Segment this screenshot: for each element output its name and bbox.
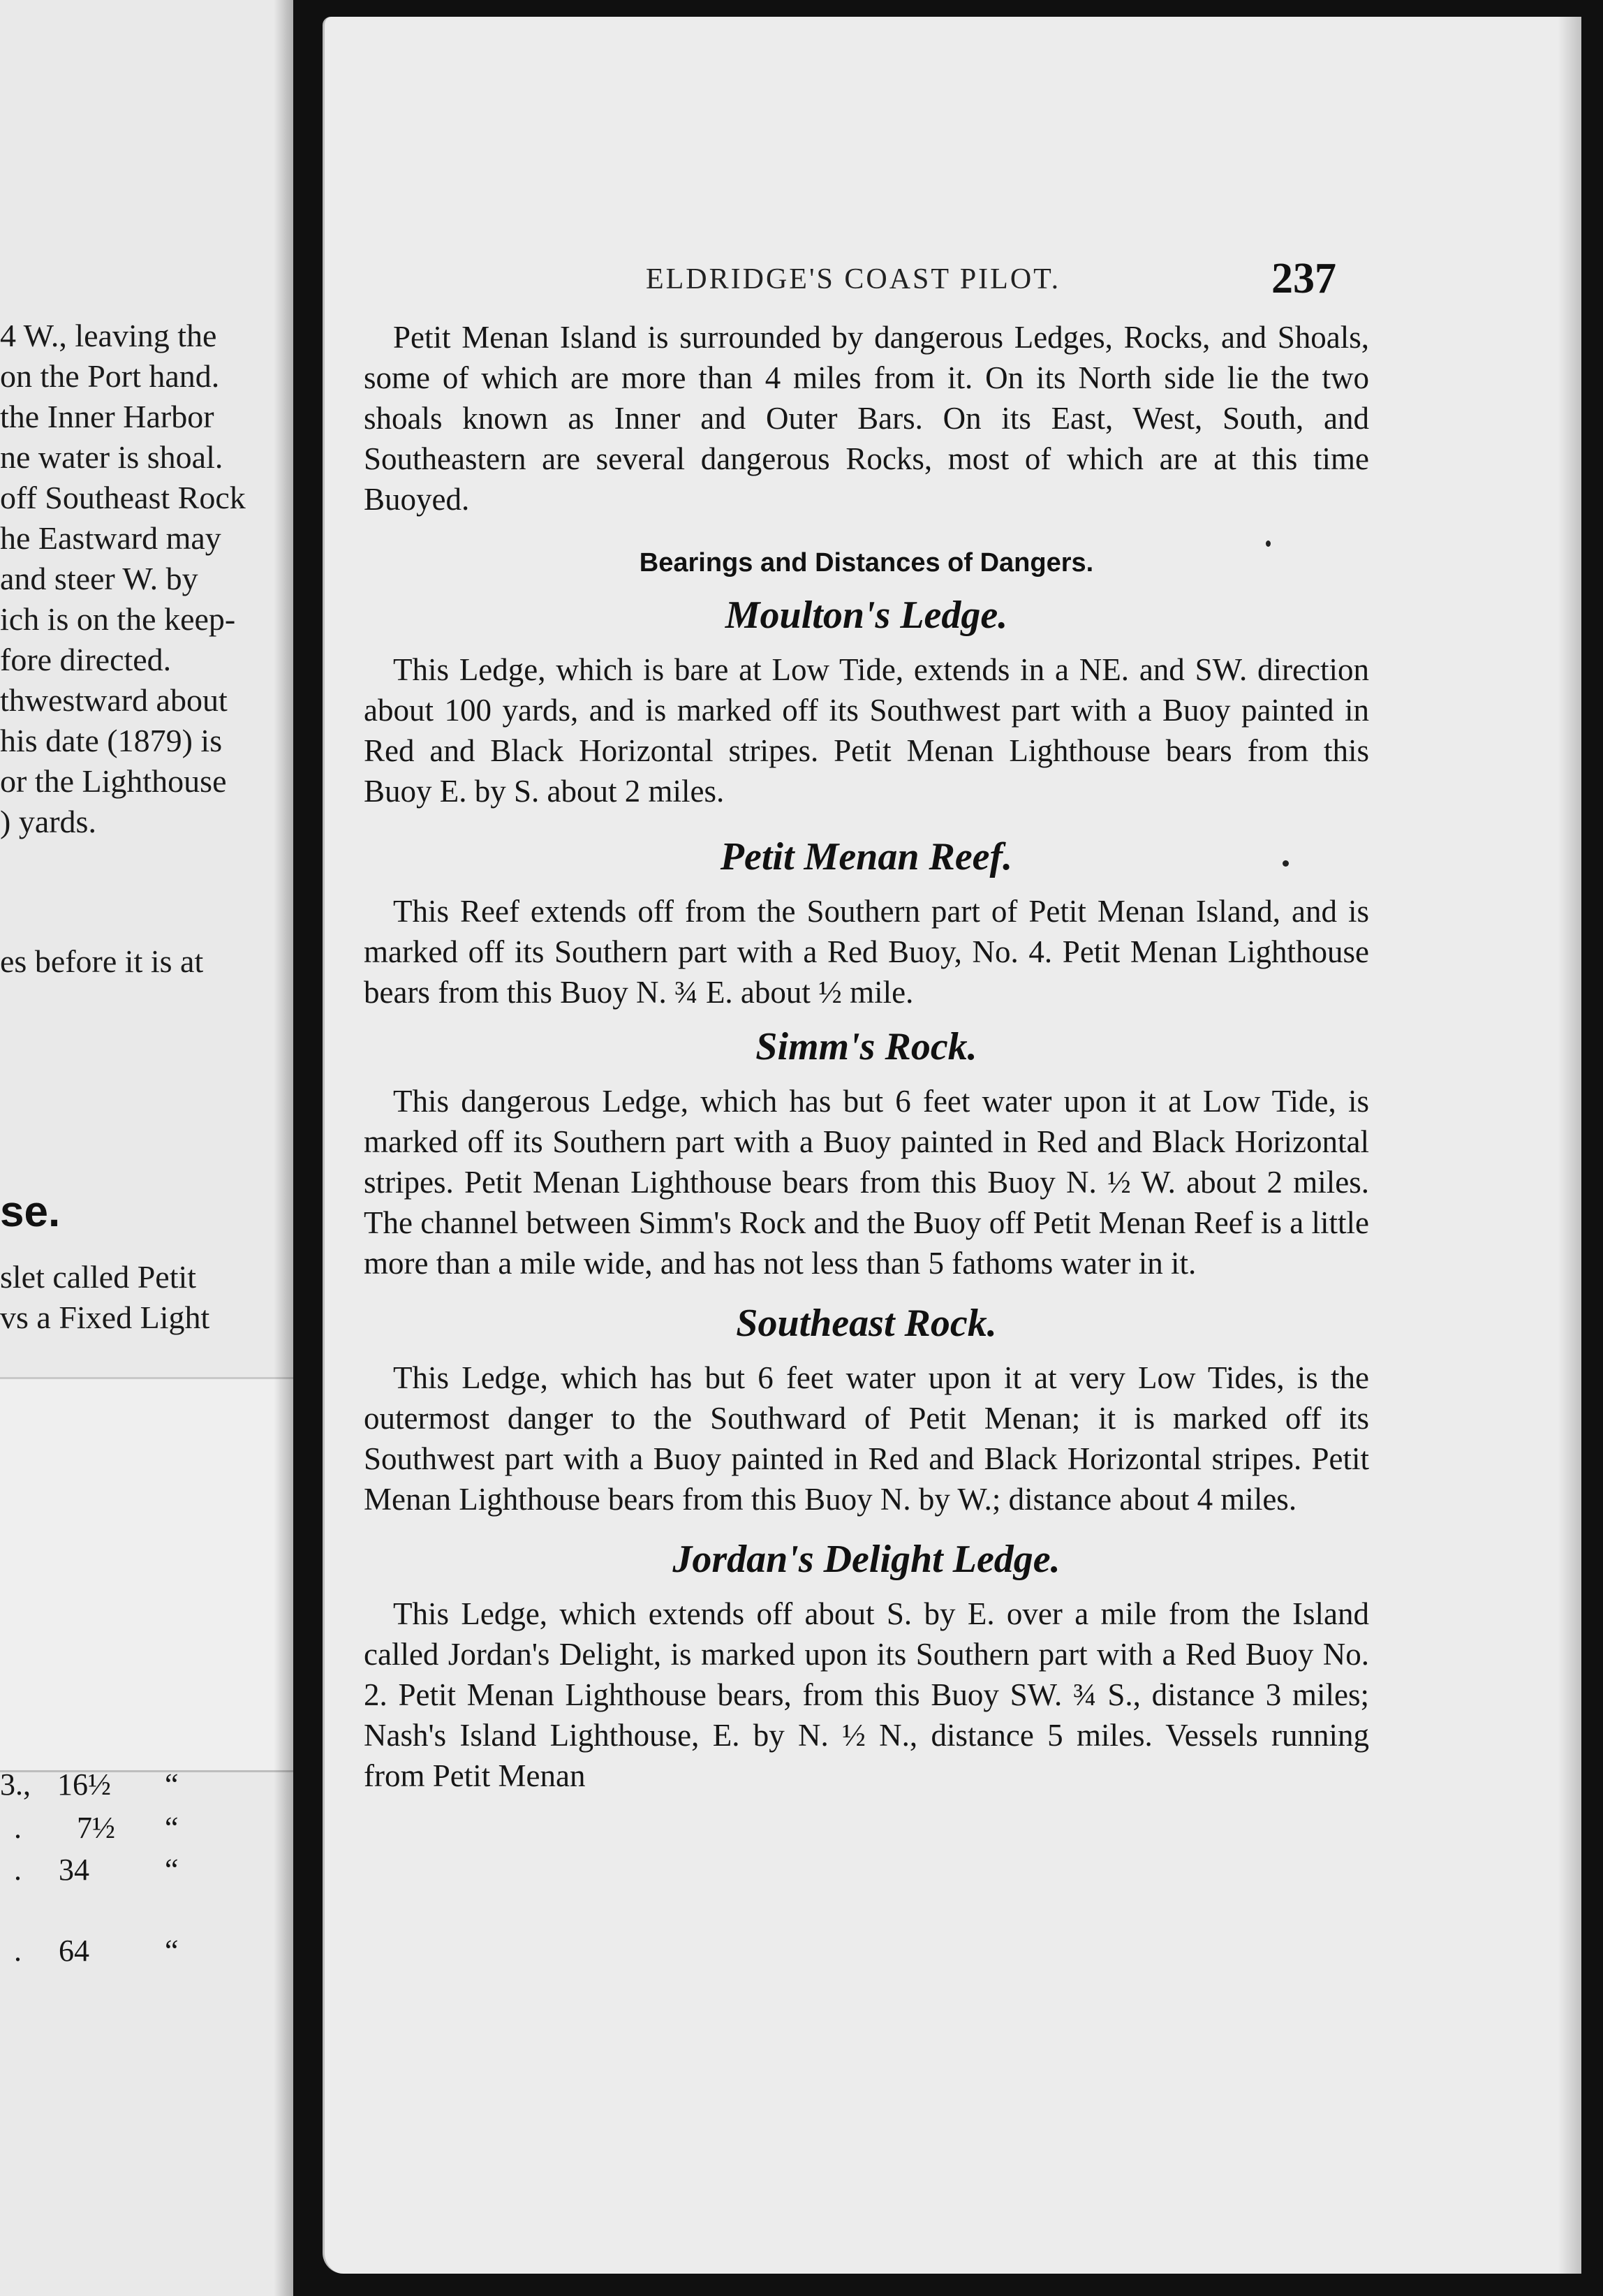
table-cell: 3., bbox=[0, 1767, 31, 1802]
left-page-line: the Inner Harbor bbox=[0, 399, 214, 434]
left-page-line: he Eastward may bbox=[0, 520, 221, 556]
book-page bbox=[323, 17, 1581, 2274]
table-cell: “ bbox=[165, 1853, 179, 1887]
left-page-line: ich is on the keep- bbox=[0, 601, 236, 637]
table-cell: “ bbox=[165, 1767, 179, 1802]
left-page-line: slet called Petit bbox=[0, 1259, 197, 1295]
left-page-line: and steer W. by bbox=[0, 561, 198, 596]
left-page-line: thwestward about bbox=[0, 682, 228, 718]
ink-speck bbox=[1266, 540, 1271, 547]
left-page-line: ne water is shoal. bbox=[0, 439, 223, 475]
section-title: Moulton's Ledge. bbox=[725, 594, 1008, 637]
section-body: This Ledge, which is bare at Low Tide, extends in a NE. and SW. direction about 100 yards, and is marked off its Southwest part with a Buoy painted in Red and Black Horizontal stripes. Petit Menan Lighthouse bears from this Buoy E. by S. about 2 miles. bbox=[364, 652, 1369, 809]
table-cell: 34 bbox=[59, 1853, 89, 1887]
left-page-line: ) yards. bbox=[0, 804, 96, 839]
table-cell: . bbox=[14, 1934, 22, 1968]
section-moultons-ledge bbox=[364, 588, 1369, 811]
section-jordans-delight-ledge bbox=[364, 1532, 1369, 1796]
section-body: This Reef extends off from the Southern part of Petit Menan Island, and is marked off its Southern part with a Red Buoy, No. 4. Petit Menan Lighthouse bears from this Buoy N. ¾ E. about ½ mile. bbox=[364, 894, 1369, 1010]
section-body: This Ledge, which has but 6 feet water upon it at very Low Tides, is the outermost danger to the Southward of Petit Menan; it is marked off its Southwest part with a Buoy painted in Red and Black Horizontal stripes. Petit Menan Lighthouse bears from this Buoy N. by W.; distance about 4 miles. bbox=[364, 1360, 1369, 1517]
page-edge-shadow bbox=[1558, 17, 1581, 2274]
left-page-line: on the Port hand. bbox=[0, 358, 220, 394]
left-page-line: or the Lighthouse bbox=[0, 763, 227, 799]
section-title: Jordan's Delight Ledge. bbox=[672, 1538, 1061, 1581]
page-number: 237 bbox=[1271, 255, 1336, 302]
section-petit-menan-reef bbox=[364, 830, 1369, 1013]
left-page-line: fore directed. bbox=[0, 642, 172, 677]
gutter-shadow bbox=[274, 0, 293, 2296]
table-cell: “ bbox=[165, 1934, 179, 1968]
left-page-line: his date (1879) is bbox=[0, 723, 223, 758]
table-cell: . bbox=[14, 1811, 22, 1845]
section-title: Petit Menan Reef. bbox=[720, 835, 1013, 878]
left-page-heading: se. bbox=[0, 1188, 61, 1236]
left-page-line: 4 W., leaving the bbox=[0, 318, 217, 353]
pasted-paper-slip bbox=[0, 1377, 293, 1772]
table-cell: “ bbox=[165, 1811, 179, 1845]
page-body bbox=[364, 317, 1369, 1796]
section-southeast-rock bbox=[364, 1296, 1369, 1519]
running-title: ELDRIDGE'S COAST PILOT. bbox=[646, 263, 1061, 295]
section-simms-rock bbox=[364, 1020, 1369, 1283]
subheading: Bearings and Distances of Dangers. bbox=[639, 548, 1094, 577]
section-title: Southeast Rock. bbox=[736, 1302, 997, 1345]
left-page-line: vs a Fixed Light bbox=[0, 1300, 210, 1335]
table-cell: 16½ bbox=[57, 1767, 111, 1802]
section-title: Simm's Rock. bbox=[755, 1025, 977, 1068]
table-cell: . bbox=[14, 1853, 22, 1887]
left-facing-page bbox=[0, 0, 293, 2296]
ink-speck bbox=[1283, 860, 1289, 867]
left-page-line: off Southeast Rock bbox=[0, 480, 246, 515]
left-page-line: es before it is at bbox=[0, 943, 204, 979]
section-body: This Ledge, which extends off about S. by E. over a mile from the Island called Jordan's Delight, is marked upon its Southern part with a Red Buoy No. 2. Petit Menan Lighthouse bears, from this Buoy SW. ¾ S., distance 3 miles; Nash's Island Lighthouse, E. by N. ½ N., distance 5 miles. Vessels running from Petit Menan bbox=[364, 1596, 1369, 1793]
table-cell: 7½ bbox=[77, 1811, 115, 1845]
running-head bbox=[325, 254, 1581, 310]
table-cell: 64 bbox=[59, 1934, 89, 1968]
intro-paragraph: Petit Menan Island is surrounded by dangerous Ledges, Rocks, and Shoals, some of which are more than 4 miles from it. On its North side lie the two shoals known as Inner and Outer Bars. On its East, West, South, and Southeastern are several dangerous Rocks, most of which are at this time Buoyed. bbox=[364, 320, 1369, 517]
section-body: This dangerous Ledge, which has but 6 feet water upon it at Low Tide, is marked off its Southern part with a Buoy painted in Red and Black Horizontal stripes. Petit Menan Lighthouse bears from this Buoy N. ½ W. about 2 miles. The channel between Simm's Rock and the Buoy off Petit Menan Reef is a little more than a mile wide, and has not less than 5 fathoms water in it. bbox=[364, 1084, 1369, 1281]
